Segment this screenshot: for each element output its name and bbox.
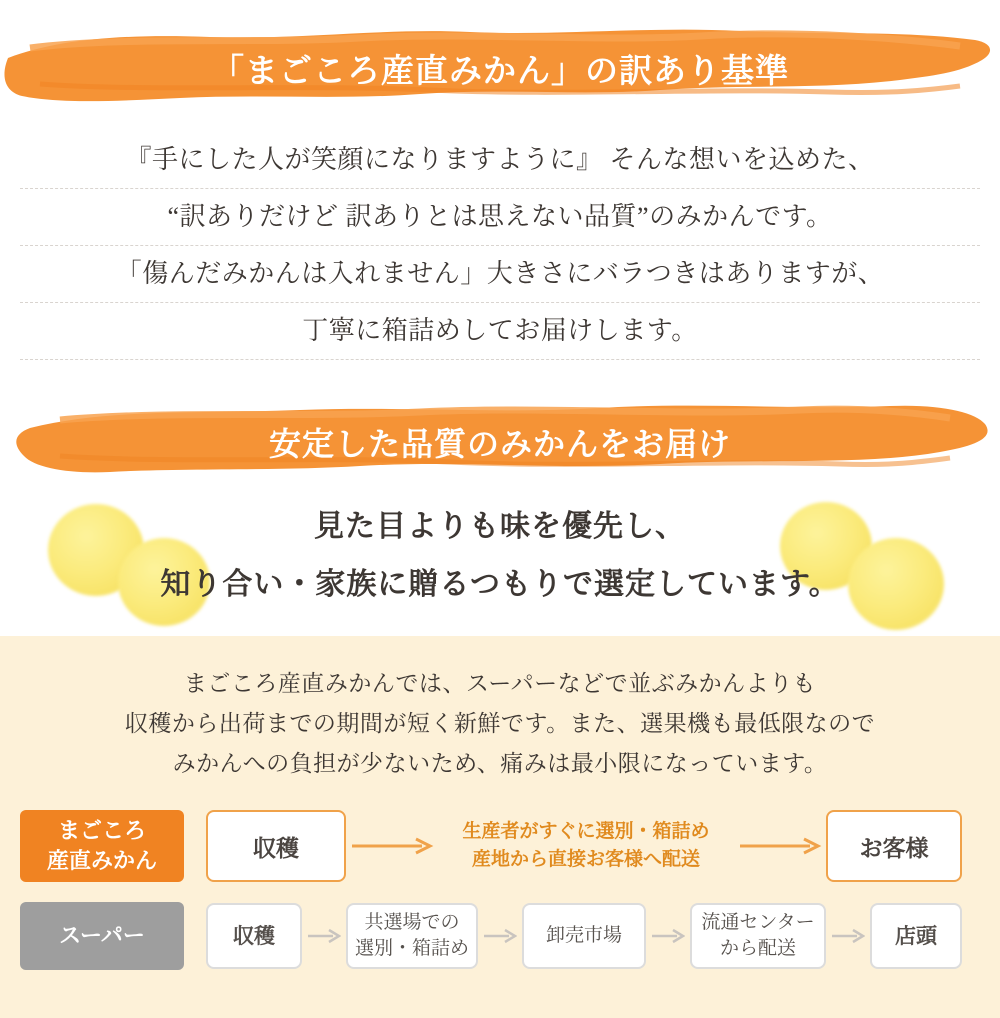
flow-step-wholesale-market [522,903,646,969]
flow-step-distribution-center-line2: から配送 [719,938,796,959]
lead-line: “訳ありだけど 訳ありとは思えない品質”のみかんです。 [20,189,980,246]
flow-magokoro [0,808,1000,884]
freshness-line: 収穫から出荷までの期間が短く新鮮です。また、選果機も最低限なので [124,711,876,736]
flow-supermarket [0,900,1000,972]
fruit-decoration-band [0,492,1000,622]
banner-quality [0,394,1000,490]
lead-paragraph [0,132,1000,360]
flow-note-line1: 生産者がすぐに選別・箱詰め [462,821,710,842]
flow-step-distribution-center [690,903,826,969]
flow-label-magokoro [20,810,184,882]
flow-step-distribution-center-line1: 流通センター [701,912,815,933]
flow-label-supermarket-text: スーパー [59,923,145,948]
lead-line: 『手にした人が笑顔になりますように』 そんな想いを込めた、 [20,132,980,189]
flow-note-direct-shipping [438,818,734,874]
lead-line: 「傷んだみかんは入れません」大きさにバラつきはありますが、 [20,246,980,303]
arrow-right-icon [826,928,870,944]
arrow-right-icon [478,928,522,944]
flow-step-storefront [870,903,962,969]
flow-label-magokoro-line1: まごころ [57,818,146,843]
flow-step-storefront-label: 店頭 [895,924,937,948]
quality-copy-line: 知り合い・家族に贈るつもりで選定しています。 [160,568,840,601]
lead-line: 丁寧に箱詰めしてお届けします。 [20,303,980,360]
quality-copy-line: 見た目よりも味を優先し、 [314,510,686,543]
arrow-right-icon [302,928,346,944]
arrow-right-icon [734,836,826,856]
flow-step-customer [826,810,962,882]
banner-criteria-title: 「まごころ産直みかん」の訳あり基準 [211,53,789,90]
flow-step-sorting-center-line1: 共選場での [364,912,460,933]
flow-step-harvest-label: 収穫 [253,835,299,861]
flow-step-harvest-super [206,903,302,969]
arrow-right-icon [346,836,438,856]
flow-label-magokoro-line2: 産直みかん [46,848,157,873]
flow-step-customer-label: お客様 [859,835,929,861]
flow-note-line2: 産地から直接お客様へ配送 [471,849,700,870]
flow-step-sorting-center-line2: 選別・箱詰め [354,938,469,959]
freshness-line: まごころ産直みかんでは、スーパーなどで並ぶみかんよりも [183,671,817,696]
flow-step-wholesale-market-label: 卸売市場 [545,925,622,946]
freshness-line: みかんへの負担が少ないため、痛みは最小限になっています。 [172,751,828,776]
arrow-right-icon [646,928,690,944]
flow-label-supermarket [20,902,184,970]
banner-quality-title: 安定した品質のみかんをお届け [268,426,731,462]
freshness-paragraph [0,636,1000,784]
quality-copy [0,498,1000,614]
flow-step-harvest-super-label: 収穫 [233,924,275,948]
flow-step-harvest [206,810,346,882]
banner-criteria [0,18,1000,118]
flow-step-sorting-center [346,903,478,969]
freshness-panel [0,636,1000,1018]
